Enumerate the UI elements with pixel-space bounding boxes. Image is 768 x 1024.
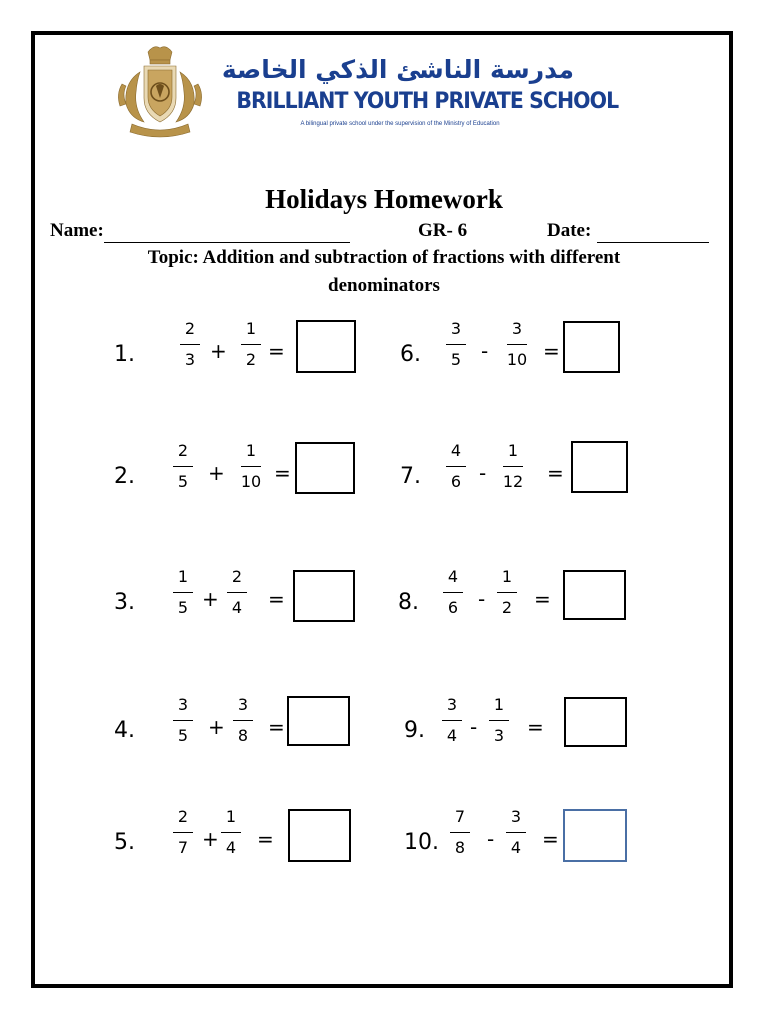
equals-sign: = (534, 587, 551, 611)
numerator: 7 (454, 807, 466, 826)
name-label: Name: (50, 220, 104, 241)
equals-sign: = (527, 715, 544, 739)
numerator: 1 (225, 807, 237, 826)
fraction-bar (497, 592, 517, 593)
topic-line-1: Topic: Addition and subtraction of fractions with different (147, 247, 621, 268)
denominator: 6 (450, 472, 462, 491)
denominator: 5 (177, 726, 189, 745)
denominator: 8 (454, 838, 466, 857)
fraction-bar (446, 466, 466, 467)
name-blank-line[interactable] (104, 223, 350, 243)
date-label: Date: (547, 220, 592, 241)
fraction-bar (173, 466, 193, 467)
numerator: 1 (245, 319, 257, 338)
operator: + (202, 827, 219, 851)
denominator: 12 (502, 472, 524, 491)
answer-box[interactable] (287, 696, 350, 746)
answer-box[interactable] (295, 442, 355, 494)
fraction-bar (507, 344, 527, 345)
fraction-bar (450, 832, 470, 833)
answer-box[interactable] (293, 570, 355, 622)
grade-label: GR- 6 (418, 220, 468, 241)
numerator: 4 (447, 567, 459, 586)
equals-sign: = (268, 339, 285, 363)
problem-number: 10. (404, 830, 439, 855)
name-field (50, 219, 350, 243)
fraction-bar (446, 344, 466, 345)
answer-box[interactable] (564, 697, 627, 747)
fraction-bar (506, 832, 526, 833)
problem-number: 8. (398, 590, 419, 615)
numerator: 3 (511, 319, 523, 338)
operator: + (210, 339, 227, 363)
denominator: 10 (240, 472, 262, 491)
fraction-bar (489, 720, 509, 721)
problem-number: 6. (400, 342, 421, 367)
fraction-bar (443, 592, 463, 593)
denominator: 4 (510, 838, 522, 857)
numerator: 2 (231, 567, 243, 586)
denominator: 8 (237, 726, 249, 745)
numerator: 1 (493, 695, 505, 714)
answer-box[interactable] (296, 320, 356, 373)
numerator: 1 (177, 567, 189, 586)
topic (60, 244, 708, 300)
numerator: 2 (177, 807, 189, 826)
operator: + (208, 461, 225, 485)
problem-number: 2. (114, 464, 135, 489)
numerator: 1 (507, 441, 519, 460)
denominator: 6 (447, 598, 459, 617)
topic-line-2: denominators (328, 275, 440, 296)
denominator: 5 (177, 598, 189, 617)
fraction-bar (442, 720, 462, 721)
numerator: 3 (510, 807, 522, 826)
problem-number: 9. (404, 718, 425, 743)
denominator: 4 (225, 838, 237, 857)
fraction-bar (241, 466, 261, 467)
denominator: 5 (450, 350, 462, 369)
equals-sign: = (547, 461, 564, 485)
denominator: 10 (506, 350, 528, 369)
numerator: 2 (177, 441, 189, 460)
operator: - (478, 587, 486, 611)
equals-sign: = (542, 827, 559, 851)
equals-sign: = (543, 339, 560, 363)
numerator: 1 (501, 567, 513, 586)
numerator: 2 (184, 319, 196, 338)
operator: + (208, 715, 225, 739)
answer-box[interactable] (571, 441, 628, 493)
denominator: 2 (501, 598, 513, 617)
problem-number: 3. (114, 590, 135, 615)
school-name-english: BRILLIANT YOUTH PRIVATE SCHOOL (236, 89, 619, 114)
operator: - (479, 461, 487, 485)
fraction-bar (221, 832, 241, 833)
problem-number: 4. (114, 718, 135, 743)
date-blank-line[interactable] (597, 223, 709, 243)
problem-number: 5. (114, 830, 135, 855)
fraction-bar (227, 592, 247, 593)
problem-number: 7. (400, 464, 421, 489)
date-field (547, 219, 709, 243)
numerator: 4 (450, 441, 462, 460)
fraction-bar (503, 466, 523, 467)
fraction-bar (180, 344, 200, 345)
answer-box[interactable] (288, 809, 351, 862)
numerator: 3 (446, 695, 458, 714)
worksheet-title: Holidays Homework (265, 184, 503, 214)
fraction-bar (173, 720, 193, 721)
fraction-bar (233, 720, 253, 721)
denominator: 4 (446, 726, 458, 745)
operator: + (202, 587, 219, 611)
answer-box[interactable] (563, 809, 627, 862)
numerator: 3 (177, 695, 189, 714)
fraction-bar (173, 832, 193, 833)
operator: - (481, 339, 489, 363)
fraction-bar (241, 344, 261, 345)
equals-sign: = (268, 715, 285, 739)
denominator: 2 (245, 350, 257, 369)
school-tagline: A bilingual private school under the supervision of the Ministry of Education (300, 121, 500, 127)
equals-sign: = (274, 461, 291, 485)
denominator: 4 (231, 598, 243, 617)
problem-number: 1. (114, 342, 135, 367)
school-name-arabic: مدرسة الناشئ الذكي الخاصة (221, 55, 574, 84)
operator: - (487, 827, 495, 851)
denominator: 3 (493, 726, 505, 745)
page-border (31, 31, 733, 988)
denominator: 5 (177, 472, 189, 491)
numerator: 3 (237, 695, 249, 714)
fraction-bar (173, 592, 193, 593)
numerator: 1 (245, 441, 257, 460)
equals-sign: = (257, 827, 274, 851)
answer-box[interactable] (563, 570, 626, 620)
operator: - (470, 715, 478, 739)
answer-box[interactable] (563, 321, 620, 373)
school-crest-logo (110, 42, 210, 142)
denominator: 3 (184, 350, 196, 369)
equals-sign: = (268, 587, 285, 611)
denominator: 7 (177, 838, 189, 857)
numerator: 3 (450, 319, 462, 338)
